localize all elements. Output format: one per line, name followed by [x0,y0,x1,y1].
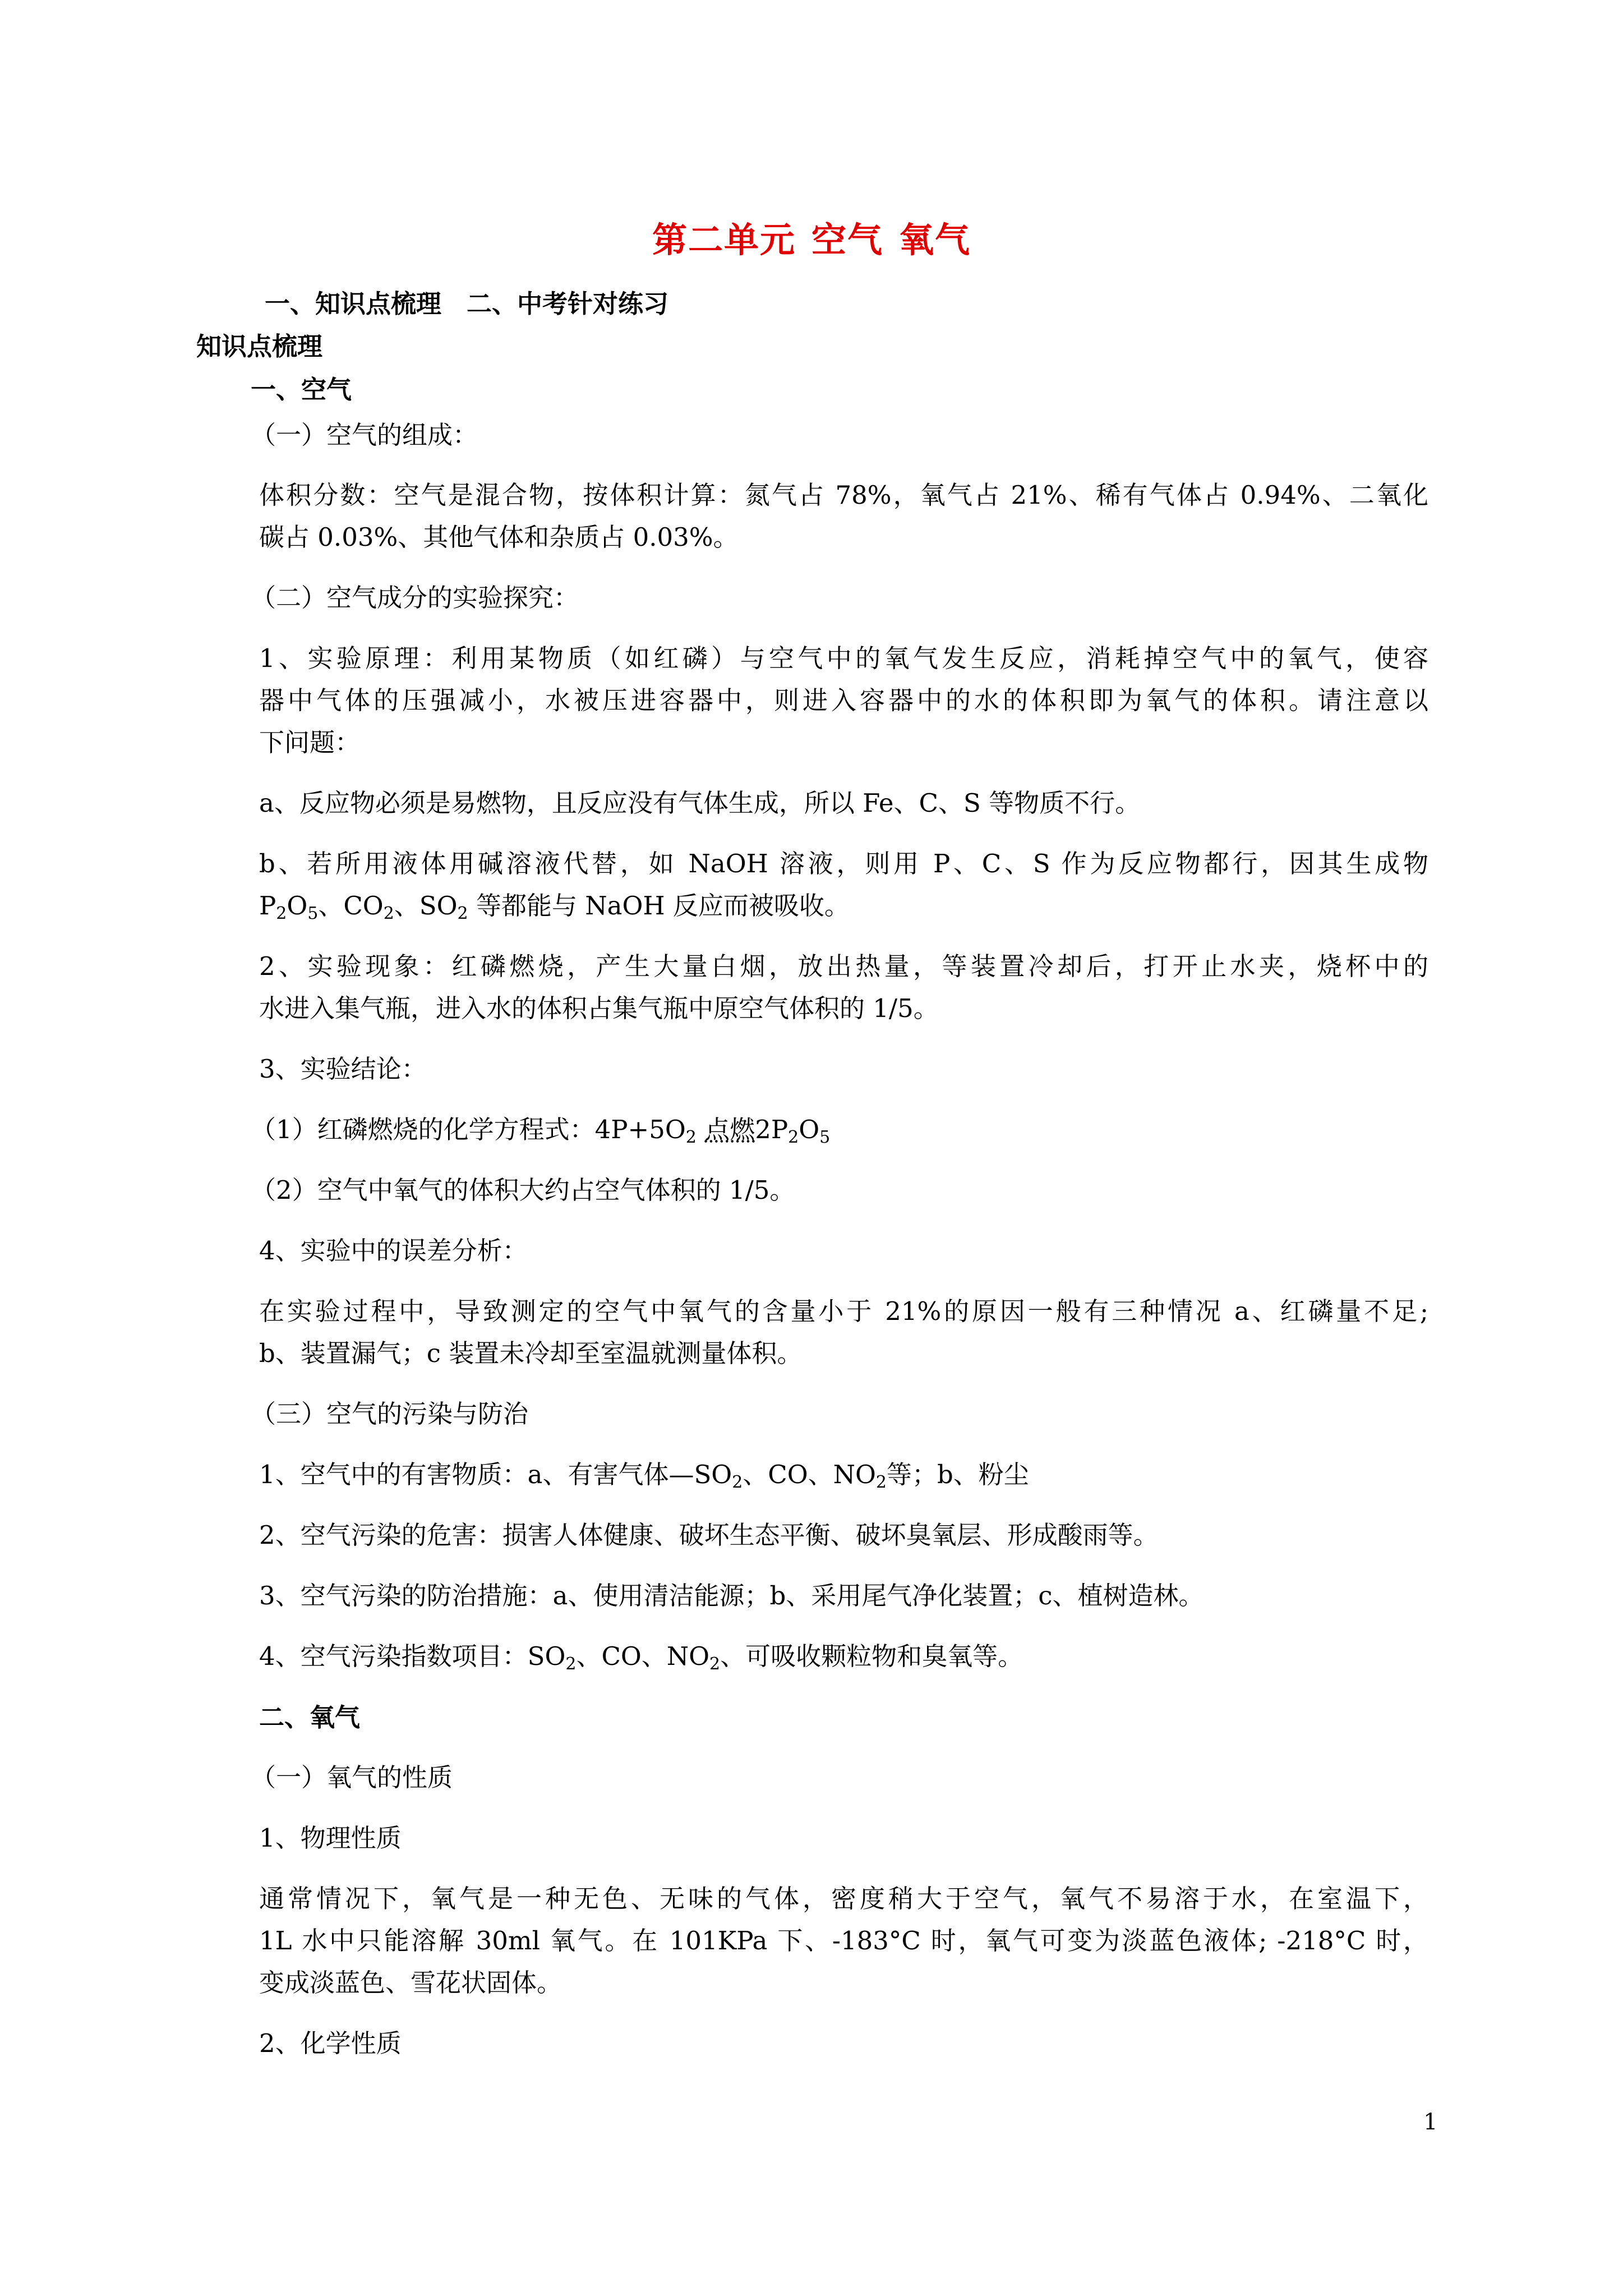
error-analysis-line1: 在实验过程中，导致测定的空气中氧气的含量小于 21%的原因一般有三种情况 a、红磷量不足; [259,1296,1428,1326]
physical-properties-line1: 通常情况下，氧气是一种无色、无味的气体，密度稍大于空气，氧气不易溶于水，在室温下， [259,1884,1428,1913]
physical-properties-line2: 1L 水中只能溶解 30ml 氧气。在 101KPa 下、-183°C 时，氧气可变为淡蓝色液体; -218°C 时， [259,1926,1428,1955]
title-part-air: 空气 [811,219,883,260]
principle-line3: 下问题： [259,728,361,757]
title-part-oxygen: 氧气 [899,219,971,260]
conclusion-2: （2）空气中氧气的体积大约占空气体积的 1/5。 [251,1175,795,1205]
section-heading: 知识点梳理 [196,332,323,361]
pollution-item-3: 3、空气污染的防治措施：a、使用清洁能源；b、采用尾气净化装置；c、植树造林。 [259,1581,1204,1611]
physical-properties-heading: 1、物理性质 [259,1823,402,1853]
principle-line2: 器中气体的压强减小，水被压进容器中，则进入容器中的水的体积即为氧气的体积。请注意以 [259,685,1428,715]
pollution-item-1: 1、空气中的有害物质：a、有害气体$—SO_2$、CO、$NO_2$等；b、粉尘 [259,1460,1029,1492]
pollution-item-1-suffix: 等；b、粉尘 [886,1460,1029,1489]
heading-oxygen: 二、氧气 [259,1703,361,1732]
pollution-item-4-prefix: 4、空气污染指数项目：SO [259,1641,566,1671]
note-a: a、反应物必须是易燃物，且反应没有气体生成，所以 Fe、C、S 等物质不行。 [259,788,1141,818]
equation-prefix: （1）红磷燃烧的化学方程式： [251,1115,595,1144]
note-b-line2-text: 等都能与 NaOH 反应而被吸收。 [476,891,850,921]
equation-right: 2P [755,1115,789,1144]
pollution-item-1-prefix: 1、空气中的有害物质：a、有害气体—SO [259,1460,732,1489]
equation-condition: 点燃 [704,1115,755,1144]
physical-properties-line3: 变成淡蓝色、雪花状固体。 [259,1968,562,1998]
title-part-unit: 第二单元 [652,219,796,260]
page-title [0,212,1623,262]
paragraph-volume-line1: 体积分数：空气是混合物，按体积计算：氮气占 78%，氧气占 21%、稀有气体占 0.94%、二氧化 [259,480,1428,510]
chemical-properties-heading: 2、化学性质 [259,2028,402,2058]
page-number: 1 [1423,2109,1438,2135]
note-b-line2: $P_2O_5$、$CO_2$、$SO_2$ 等都能与 NaOH 反应而被吸收。 [259,891,850,923]
error-analysis-heading: 4、实验中的误差分析： [259,1236,528,1266]
heading-air: 一、空气 [251,375,352,404]
phenomenon-line1: 2、实验现象：红磷燃烧，产生大量白烟，放出热量，等装置冷却后，打开止水夹，烧杯中的 [259,951,1428,981]
error-analysis-line2: b、装置漏气；c 装置未冷却至室温就测量体积。 [259,1338,803,1368]
principle-line1: 1、实验原理：利用某物质（如红磷）与空气中的氧气发生反应，消耗掉空气中的氧气，使容 [259,643,1428,673]
subheading-oxygen-properties: （一）氧气的性质 [251,1763,453,1792]
subheading-experiment: （二）空气成分的实验探究： [251,583,579,613]
note-b-line1: b、若所用液体用碱溶液代替，如 NaOH 溶液，则用 P、C、S 作为反应物都行，因其生成物 [259,849,1428,878]
equation-line: （1）红磷燃烧的化学方程式：$4P+5O_2$ 点燃$2P_2O_5$ [251,1115,831,1147]
subheading-pollution: （三）空气的污染与防治 [251,1399,529,1429]
pollution-item-2: 2、空气污染的危害：损害人体健康、破坏生态平衡、破坏臭氧层、形成酸雨等。 [259,1520,1159,1550]
phenomenon-line2: 水进入集气瓶，进入水的体积占集气瓶中原空气体积的 1/5。 [259,993,939,1023]
conclusion-heading: 3、实验结论： [259,1054,427,1084]
pollution-item-4-suffix: 、可吸收颗粒物和臭氧等。 [720,1641,1023,1671]
equation-left: 4P+5O [594,1115,686,1144]
pollution-item-4: 4、空气污染指数项目：$SO_2$、CO、$NO_2$、可吸收颗粒物和臭氧等。 [259,1641,1023,1674]
toc-line: 一、知识点梳理 二、中考针对练习 [265,289,669,319]
subheading-composition: （一）空气的组成： [251,420,478,450]
paragraph-volume-line2: 碳占 0.03%、其他气体和杂质占 0.03%。 [259,522,739,552]
